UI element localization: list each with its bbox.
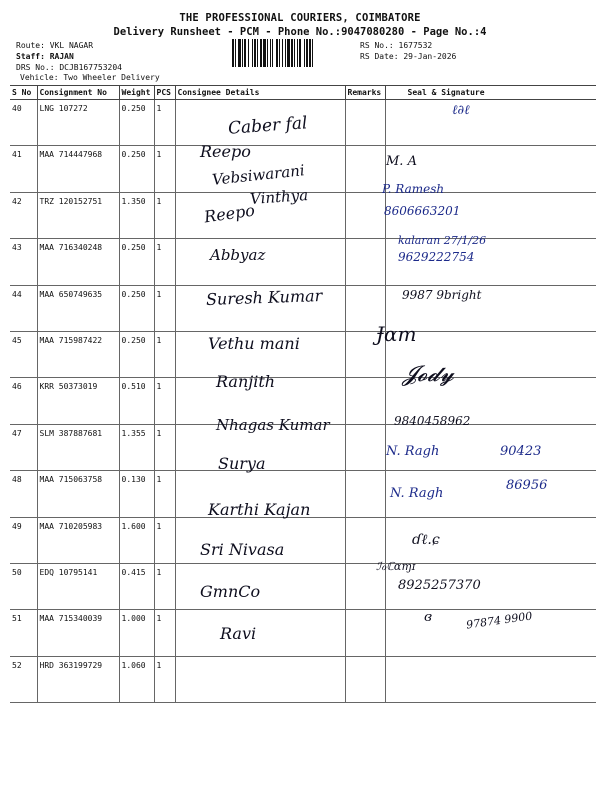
col-header-consignee: Consignee Details [175,86,345,100]
signature-scribble-icon: ℓ∂ℓ [452,103,470,118]
route-label: Route: VKL NAGAR [16,41,94,50]
weight-cell: 0.415 [119,563,154,609]
consignment-cell: MAA 715340039 [37,610,119,656]
remarks-cell [345,656,385,702]
pcs-cell: 1 [154,378,175,424]
remarks-cell [345,424,385,470]
consignment-cell: MAA 716340248 [37,239,119,285]
sno-cell: 40 [10,100,37,146]
sno-cell: 44 [10,285,37,331]
sno-cell: 52 [10,656,37,702]
handwritten-consignee-name: Nhagas Kumar [216,416,330,434]
handwritten-consignee-name: Ranjith [216,372,276,391]
pcs-cell: 1 [154,656,175,702]
handwritten-signature: kalaran 27/1/26 [398,234,487,247]
consignment-cell: HRD 363199729 [37,656,119,702]
handwritten-signature: M. A [386,154,417,169]
col-header-remarks: Remarks [345,86,385,100]
handwritten-signature: N. Ragh [390,486,444,501]
handwritten-consignee-name: Ravi [220,624,257,643]
handwritten-phone: 90423 [500,444,542,459]
pcs-cell: 1 [154,563,175,609]
col-header-sno: S No [10,86,37,100]
remarks-cell [345,471,385,517]
pcs-cell: 1 [154,285,175,331]
pcs-cell: 1 [154,192,175,238]
sno-cell: 49 [10,517,37,563]
table-header-row [10,86,596,100]
table-row [10,563,596,609]
weight-cell: 0.250 [119,285,154,331]
consignment-cell: MAA 715063758 [37,471,119,517]
handwritten-phone: 9629222754 [398,250,475,264]
handwritten-phone: 9987 9bright [402,288,482,302]
remarks-cell [345,378,385,424]
signature-scribble-icon: 𝓙𝓸𝓭𝔂 [402,362,454,387]
sno-cell: 41 [10,146,37,192]
sno-cell: 51 [10,610,37,656]
consignment-cell: EDQ 10795141 [37,563,119,609]
col-header-consignment: Consignment No [37,86,119,100]
remarks-cell [345,517,385,563]
consignment-cell: KRR 50373019 [37,378,119,424]
sno-cell: 42 [10,192,37,238]
consignment-cell: SLM 387887681 [37,424,119,470]
handwritten-consignee-name: GmnCo [200,582,261,601]
table-row [10,656,596,702]
pcs-cell: 1 [154,146,175,192]
handwritten-signature: P. Ramesh [382,182,445,196]
consignee-cell [175,610,345,656]
runsheet-title: Delivery Runsheet - PCM - Phone No.:9047080280 - Page No.:4 [113,26,487,38]
weight-cell: 1.355 [119,424,154,470]
company-heading: THE PROFESSIONAL COURIERS, COIMBATORE [179,12,421,24]
handwritten-phone: 9840458962 [394,414,471,428]
handwritten-consignee-name: Suresh Kumar [205,285,323,310]
handwritten-consignee-name: Abbyaz [210,246,266,264]
pcs-cell: 1 [154,239,175,285]
weight-cell: 1.600 [119,517,154,563]
weight-cell: 0.250 [119,331,154,377]
handwritten-consignee-name: Vinthya [249,185,309,209]
sno-cell: 46 [10,378,37,424]
weight-cell: 0.510 [119,378,154,424]
remarks-cell [345,239,385,285]
sno-cell: 50 [10,563,37,609]
col-header-pcs: PCS [154,86,175,100]
consignment-cell: TRZ 120152751 [37,192,119,238]
col-header-signature: Seal & Signature [385,86,596,100]
remarks-cell [345,192,385,238]
vehicle-label: Vehicle: Two Wheeler Delivery [20,73,160,82]
pcs-cell: 1 [154,424,175,470]
col-header-weight: Weight [119,86,154,100]
handwritten-phone: 97874 9900 [465,609,534,632]
staff-label: Staff: RAJAN [16,52,74,61]
handwritten-consignee-name: Caber fal [227,113,309,139]
signature-cell [385,656,596,702]
signature-scribble-icon: ℐℴℂɑɱɪ [376,560,416,573]
handwritten-consignee-name: Vethu mani [208,334,300,353]
rs-number: RS No.: 1677532 [360,41,433,50]
rs-date: RS Date: 29-Jan-2026 [360,52,457,61]
pcs-cell: 1 [154,331,175,377]
handwritten-phone: 86956 [506,478,548,493]
handwritten-phone: 8606663201 [384,204,461,218]
consignee-cell [175,656,345,702]
signature-scribble-icon: ɞ [424,610,432,625]
pcs-cell: 1 [154,471,175,517]
remarks-cell [345,610,385,656]
sno-cell: 45 [10,331,37,377]
consignment-cell: MAA 715987422 [37,331,119,377]
handwritten-consignee-name: Karthi Kajan [208,500,311,519]
weight-cell: 1.060 [119,656,154,702]
handwritten-signature: N. Ragh [386,444,440,459]
remarks-cell [345,100,385,146]
table-row [10,239,596,285]
consignment-cell: MAA 650749635 [37,285,119,331]
weight-cell: 0.130 [119,471,154,517]
sno-cell: 48 [10,471,37,517]
handwritten-phone: 8925257370 [398,578,481,593]
pcs-cell: 1 [154,100,175,146]
table-row [10,517,596,563]
handwritten-consignee-name: Vebsiwarani [211,161,306,189]
drs-number: DRS No.: DCJB167753204 [16,63,122,72]
signature-cell [385,100,596,146]
sno-cell: 47 [10,424,37,470]
pcs-cell: 1 [154,517,175,563]
consignment-cell: MAA 714447968 [37,146,119,192]
weight-cell: 1.000 [119,610,154,656]
weight-cell: 1.350 [119,192,154,238]
barcode [232,39,354,67]
sno-cell: 43 [10,239,37,285]
table-row [10,331,596,377]
handwritten-consignee-name: Surya [218,454,266,473]
weight-cell: 0.250 [119,239,154,285]
consignment-cell: LNG 107272 [37,100,119,146]
handwritten-consignee-name: Reepo [202,200,256,227]
consignment-cell: MAA 710205983 [37,517,119,563]
pcs-cell: 1 [154,610,175,656]
weight-cell: 0.250 [119,100,154,146]
barcode-bar [313,39,315,67]
signature-scribble-icon: ɗℓ.ɕ [412,532,440,548]
remarks-cell [345,146,385,192]
handwritten-consignee-name: Reepo [200,142,251,161]
weight-cell: 0.250 [119,146,154,192]
handwritten-consignee-name: Sri Nivasa [200,540,285,559]
signature-scribble-icon: Ɉɑm [376,322,417,346]
